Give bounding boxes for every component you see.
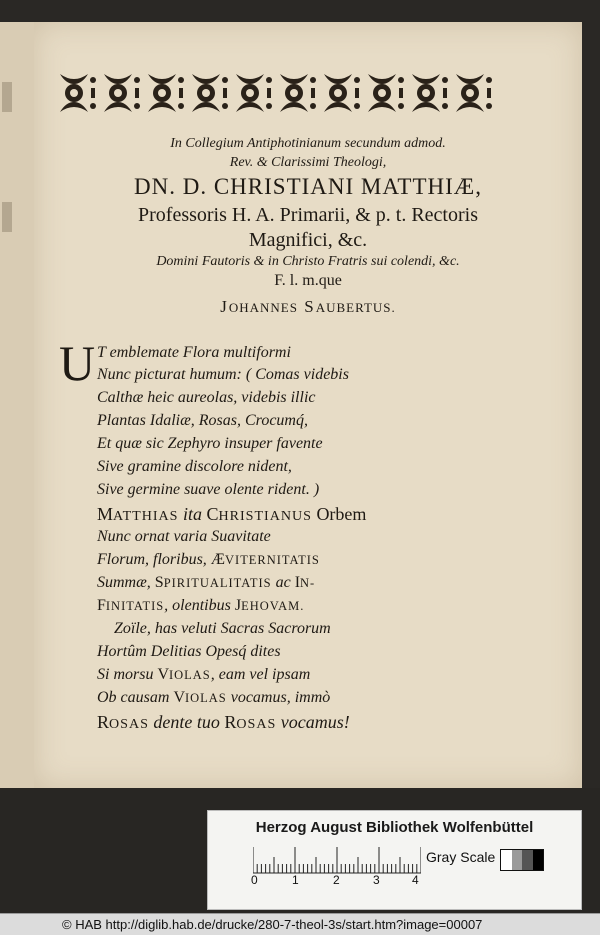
ruler-label: 4 [412, 873, 419, 887]
gray-swatch [501, 850, 512, 870]
poem-line: Nunc ornat varia Suavitate [97, 528, 271, 545]
heading-line-5: Magnifici, &c. [248, 229, 368, 251]
poem-line: Sive germine suave olente rident. ) [97, 481, 320, 498]
library-name: Herzog August Bibliothek Wolfenbüttel [255, 819, 534, 836]
source-url[interactable]: © HAB http://diglib.hab.de/drucke/280-7-theol-3s/start.htm?image=00007 [62, 917, 483, 932]
status-bar [0, 913, 600, 935]
gray-swatch [522, 850, 533, 870]
poem-line: Calthæ heic aureolas, videbis illic [97, 389, 316, 406]
poem-line: Si morsu VIOLAS, eam vel ipsam [97, 666, 311, 683]
poem-line: Hortûm Delitias Opesq́ dites [97, 643, 281, 660]
poem-line: Et quæ sic Zephyro insuper favente [97, 435, 323, 452]
poem-line: Florum, floribus, ÆVITERNITATIS [97, 551, 320, 568]
book-page [34, 22, 582, 788]
library-color-card [207, 810, 582, 910]
poem-line: Ob causam VIOLAS vocamus, immò [97, 689, 331, 706]
poem-line: ROSAS dente tuo ROSAS vocamus! [97, 712, 350, 732]
gray-swatch [533, 850, 544, 870]
heading-line-1: In Collegium Antiphotinianum secundum admod. [170, 136, 446, 151]
drop-cap: U [59, 335, 96, 391]
poem-line: Sive gramine discolore nident, [97, 458, 292, 475]
ruler-label: 3 [373, 873, 380, 887]
gray-scale-label: Gray Scale [426, 849, 496, 865]
left-page-edge [0, 22, 35, 812]
heading-line-6: Domini Fautoris & in Christo Fratris sui colendi, &c. [156, 254, 460, 269]
gray-scale-swatches [500, 849, 544, 871]
heading-line-2: Rev. & Clarissimi Theologi, [229, 155, 387, 170]
poem-line: Summæ, SPIRITUALITATIS ac IN- [97, 574, 316, 591]
poem-line: Nunc picturat humum: ( Comas videbis [97, 366, 349, 383]
left-page-mark [2, 202, 12, 232]
ruler-label: 0 [251, 873, 258, 887]
poem-line: MATTHIAS ita CHRISTIANUS Orbem [97, 504, 367, 524]
ruler-label: 2 [333, 873, 340, 887]
gray-swatch [512, 850, 523, 870]
ruler-label: 1 [292, 873, 299, 887]
ornament-band [56, 66, 500, 120]
poem-line: T emblemate Flora multiformi [97, 344, 291, 361]
heading-line-4: Professoris H. A. Primarii, & p. t. Rectoris [138, 204, 478, 226]
poem-line: Zoïle, has veluti Sacras Sacrorum [114, 620, 331, 637]
poem-line: FINITATIS, olentibus JEHOVAM. [97, 597, 305, 614]
author-name: JOHANNES SAUBERTUS. [220, 297, 396, 316]
poem-line: Plantas Idaliæ, Rosas, Crocumq́, [97, 412, 308, 429]
left-page-mark [2, 82, 12, 112]
heading-line-7: F. l. m.que [274, 272, 342, 289]
heading-line-3: DN. D. CHRISTIANI MATTHIÆ, [134, 174, 482, 199]
ruler [253, 847, 421, 875]
